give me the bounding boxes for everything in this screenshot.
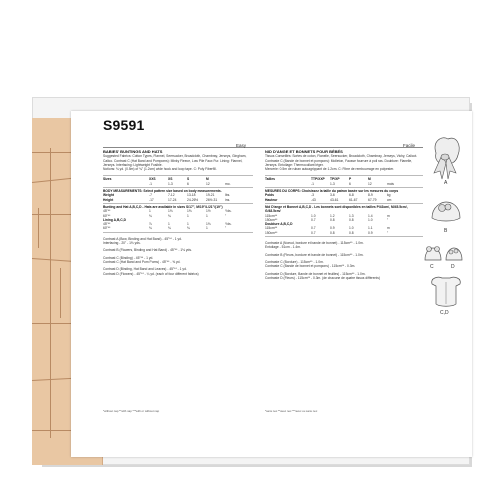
weight-row-en: Weight -7 7-12 13-18 19-21 lbs. — [103, 193, 231, 198]
contrast-line-fr: Contraste A (Noeud, bordure et bande de bonnet) - 115cm** - 1.0m. — [265, 241, 364, 246]
contrast-line-en: Contrast C (Hat Band and Pom Poms) - 45"** - ⅜ yd. — [103, 259, 181, 264]
contrast-line-en: Contrast D (Binding, Hat Band and Leaves) - 45"** - 1 yd. — [103, 267, 187, 272]
contrast-line-fr: Contraste D (Bordure, Bande de bonnet et feuilles) - 115cm** - 1.0m. — [265, 271, 366, 276]
yardage-row-en: 45"** 1 1⅛ 1⅜ 1½ Yds. — [103, 209, 232, 214]
ages-row-en: -1 1-3 6 12 mo. — [149, 181, 231, 186]
contrast-line-en: Contrast D (Flowers) - 45"** - ¼ yd. (each of four different fabrics) — [103, 271, 199, 276]
view-a-illustration — [428, 133, 464, 183]
header-rule — [103, 147, 423, 148]
contrast-line-en: Contrast C (Binding) - 45"** - 1 yd. — [103, 255, 154, 260]
contrast-line-en: Interfacing - 20" - 1⅛ yds. — [103, 241, 141, 246]
english-column — [103, 150, 253, 276]
lining-label-fr: Doublure A,B,C,D — [265, 222, 293, 227]
view-cd-label: C,D — [440, 310, 449, 316]
contrast-line-fr: Contraste C (Bordure) - 115cm** - 1.0m. — [265, 259, 324, 264]
footnote-fr: *sans nec **avec nec ***avec ou sans nec — [265, 409, 318, 413]
yardage-row-fr: 115cm** 1.0 1.2 1.3 1.4 m — [265, 213, 390, 218]
contrast-line-en: Contrast A (Bow, Binding and Hat Band) - 45"** - 1 yd. — [103, 236, 182, 241]
contrast-line-fr: Contraste C (Bande de bonnet et pompons) - 115cm** - 0.3m. — [265, 264, 356, 269]
view-a-label: A — [444, 180, 448, 186]
yardage-row-en: 60"** ¾ ¾ 1 1 " — [103, 213, 227, 218]
yardage-row-en: 45"** ⅞ 1 1 1⅛ Yds. — [103, 222, 232, 227]
view-c-illustration — [423, 244, 443, 264]
contrast-line-fr: Contraste D (Fleurs) - 115cm** - 0.3m. (de chacune de quatre tissus différents) — [265, 275, 380, 280]
title-en: BABIES' BUNTINGS AND HATS — [103, 149, 163, 154]
yardage-row-fr: 115cm** 0.7 0.9 1.0 1.1 m — [265, 226, 390, 231]
yardage-header-fr: Nid D'ange et Bonnet A,B,C,D - Les bonnets sont disponibles en tailles P/43cm/, M/45.5cm/, G/48.5cm/ — [265, 204, 408, 214]
yardage-header-en: Bunting and Hat A,B,C,D - Hats are available in sizes S/17", M/19"/L/21"/(19") — [103, 204, 223, 209]
view-cd-bunting-illustration — [428, 274, 464, 308]
sizes-row-fr: Tailles TTP/XXP TP/XP P M — [265, 177, 371, 182]
body-measurements-en: BODY MEASUREMENTS: Select pattern size based on body measurements. — [103, 189, 222, 194]
view-d-illustration — [444, 244, 464, 264]
notions-en: Notions: ¾ yd. (0.5m) of ¾" (1.2cm) wide hook and loop tape. C: Poly Fiberfill. — [103, 167, 217, 172]
view-b-illustration — [428, 198, 464, 226]
fabrics-en: Suggested Fabrics: Cotton Types, Flannel, Seersucker, Broadcloth, Chambray, Jerseys, Gingham, Calico. Contrast C (Hat Band and Pompoms): Minky Fleece, Low Pile Faux Fur. Lining: Flannel, Jerseys. Interfacing: Lightweight Fusible. — [103, 154, 247, 167]
contrast-line-en: Contrast B (Flowers, Binding and Hat Band) - 45"** - 1⅛ yds. — [103, 248, 192, 253]
french-column — [265, 150, 423, 280]
footnote-en: *without nap **with nap ***with or without nap — [103, 409, 160, 413]
title-fr: NID D'ANGE ET BONNETS POUR BÉBÉS — [265, 149, 343, 154]
ages-row-fr: -1 1-3 6 12 mois — [311, 181, 394, 186]
lining-label-en: Lining A,B,C,D — [103, 217, 126, 222]
height-row-en: Height -17 17-24 24-26½ 26½-31 ins. — [103, 197, 231, 202]
body-measurements-fr: MESURES DU CORPS: Choisissez la taille du patron basée sur les mesures du corps — [265, 189, 399, 194]
sizes-row-en: Sizes XXS XS S M — [103, 177, 209, 182]
yardage-row-en: 60"** ¾ ¾ ¾ 1 " — [103, 226, 227, 231]
pattern-code: S9591 — [103, 117, 145, 133]
view-b-label: B — [444, 228, 448, 234]
weight-row-fr: Poids -3 3-6 6-8 8-9 kg — [265, 193, 391, 198]
difficulty-fr: Facile — [403, 143, 416, 148]
view-c-label: C — [430, 264, 434, 270]
fabrics-fr: Tissus Conseillés: Sortes de coton, Flanelle, Seersucker, Broadcloth, Chambray, Jerseys, Vichy, Calicot. Contraste C (Bande de bonnet et pompons): Molleton, Fausse fourrure à poil ras. Doublure: Flanelle, Jerseys. Entoilage: Thermocollant léger. — [265, 154, 418, 167]
contrast-line-fr: Contraste B (Fleurs, bordure et bande de bonnet) - 115cm** - 1.0m. — [265, 252, 364, 257]
height-row-fr: Hauteur -43 43-61 61-67 67-79 cm — [265, 197, 392, 202]
view-d-label: D — [451, 264, 455, 270]
notions-fr: Mercerie: 0.5m de ruban autoagrippant de 1.2cm. C: Fibre de rembourrage en polyester. — [265, 167, 395, 172]
difficulty-en: Easy — [236, 143, 247, 148]
yardage-row-fr: 150cm** 0.7 0.8 0.8 0.9 " — [265, 230, 389, 235]
contrast-line-fr: Entoilage - 51cm - 1.4m. — [265, 245, 301, 250]
yardage-row-fr: 150cm** 0.7 0.8 0.8 1.0 " — [265, 217, 389, 222]
